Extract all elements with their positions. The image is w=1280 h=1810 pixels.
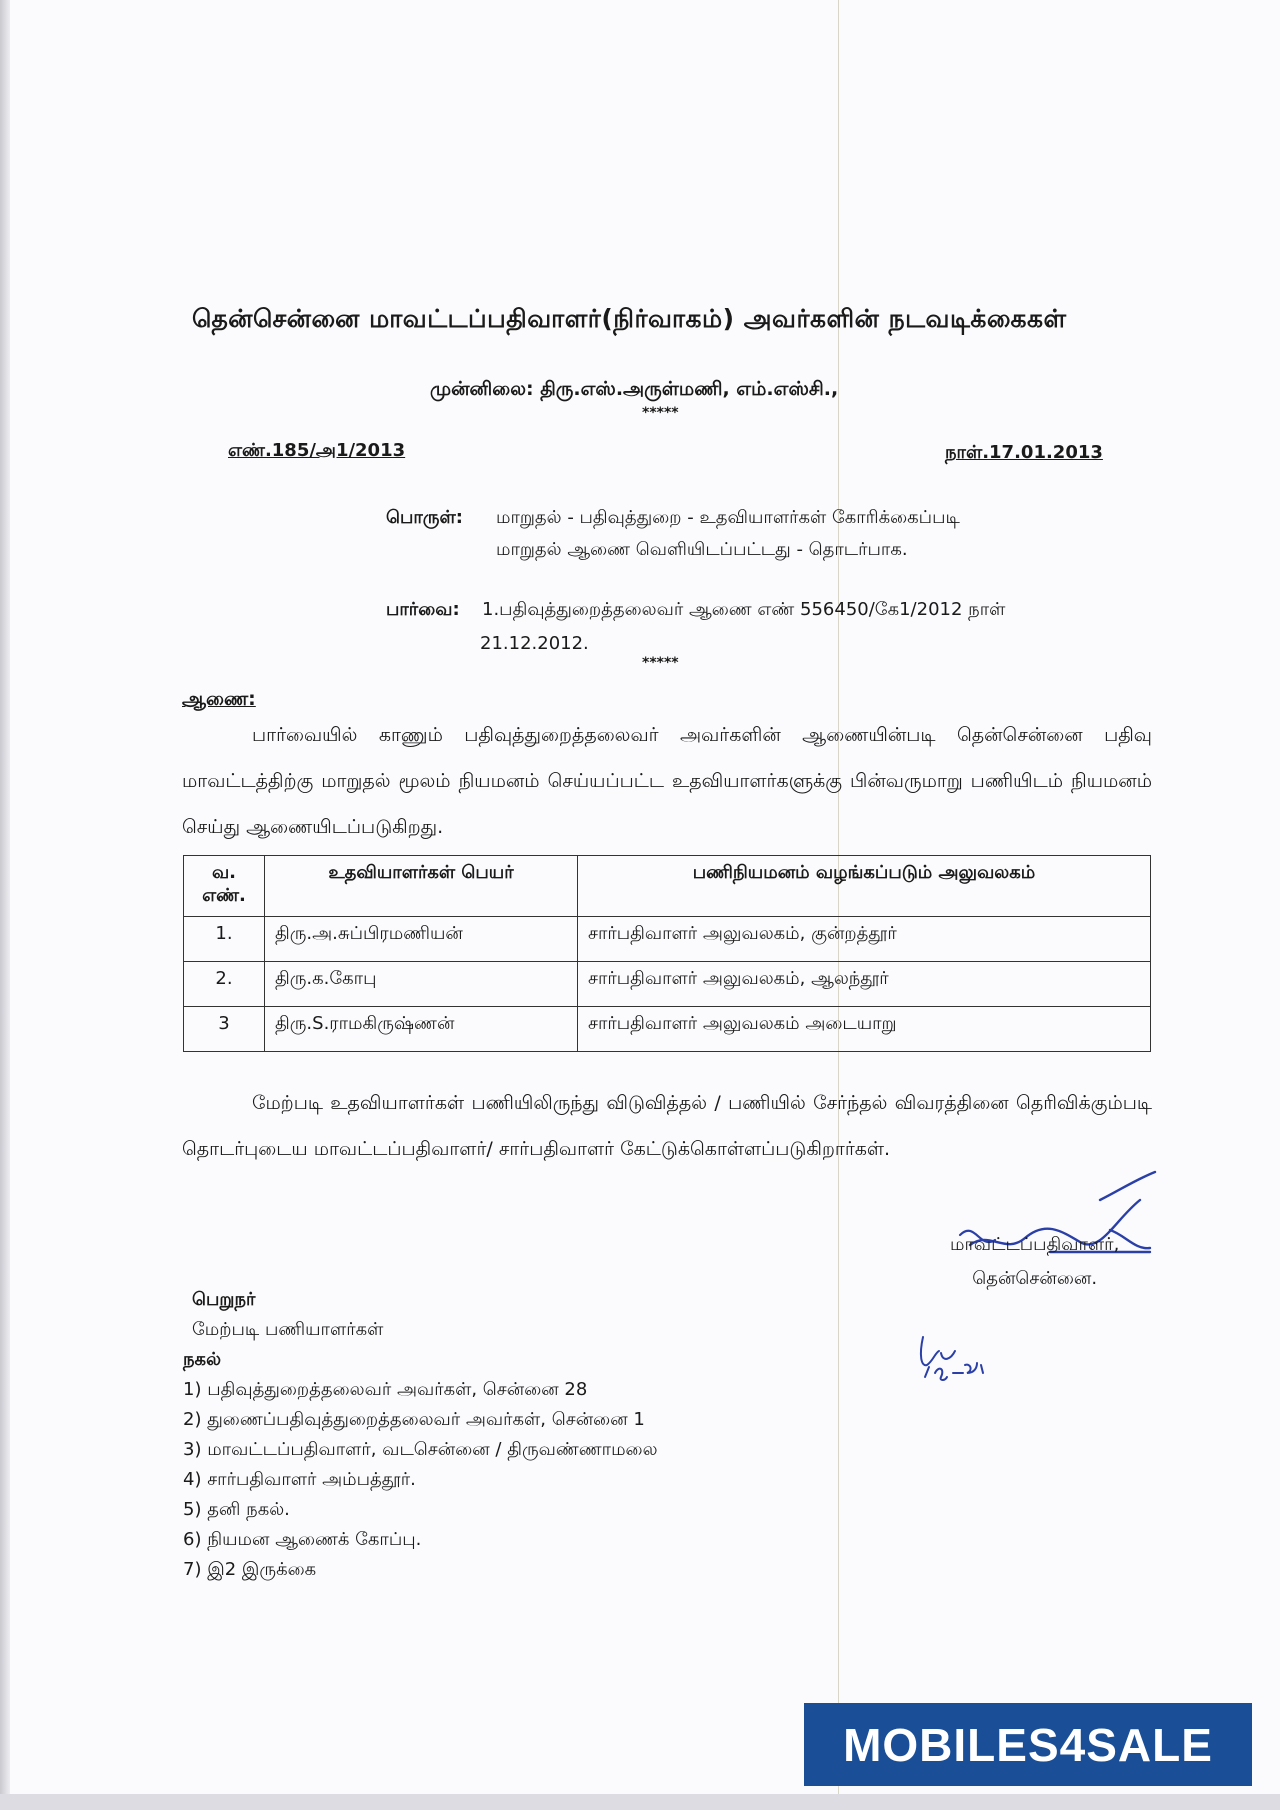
cell-name: திரு.S.ராமகிருஷ்ணன் xyxy=(265,1007,578,1052)
table-row xyxy=(184,917,1151,962)
signatory-designation xyxy=(950,1228,1119,1296)
signatory-line-1: மாவட்டப்பதிவாளர், xyxy=(950,1234,1120,1255)
subject-line-2: மாறுதல் ஆணை வெளியிடப்பட்டது - தொடர்பாக. xyxy=(496,539,908,560)
document-title: தென்சென்னை மாவட்டப்பதிவாளர்(நிர்வாகம்) அவர்களின் நடவடிக்கைகள் xyxy=(192,304,1067,333)
subject-line-1: மாறுதல் - பதிவுத்துறை - உதவியாளர்கள் கோரிக்கைப்படி xyxy=(496,507,960,528)
header-name: உதவியாளர்கள் பெயர் xyxy=(265,856,578,917)
list-item: 1) பதிவுத்துறைத்தலைவர் அவர்கள், சென்னை 28 xyxy=(183,1379,588,1400)
recipient-label: பெறுநர் xyxy=(192,1289,256,1310)
recipient-block xyxy=(192,1285,383,1345)
copies-block xyxy=(183,1345,658,1585)
list-item: 4) சார்பதிவாளர் அம்பத்தூர். xyxy=(183,1469,416,1490)
copy-label: நகல் xyxy=(183,1349,222,1370)
cell-name: திரு.அ.சுப்பிரமணியன் xyxy=(265,917,578,962)
watermark-text: MOBILES4SALE xyxy=(843,1718,1213,1771)
reference-label: பார்வை: xyxy=(386,599,460,620)
order-paragraph-2: மேற்படி உதவியாளர்கள் பணியிலிருந்து விடுவித்தல் / பணியில் சேர்ந்தல் விவரத்தினை தெரிவிக்கும்படி தொடர்புடைய மாவட்டப்பதிவாளர்/ சார்பதிவாளர் கேட்டுக்கொள்ளப்படுகிறார்கள். xyxy=(182,1092,1152,1160)
list-item: 6) நியமன ஆணைக் கோப்பு. xyxy=(183,1529,422,1550)
signatory-line-2: தென்சென்னை. xyxy=(972,1268,1098,1289)
cell-serial: 1. xyxy=(184,917,265,962)
list-item: 7) இ2 இருக்கை xyxy=(183,1559,317,1580)
handwritten-initials xyxy=(905,1315,1005,1395)
list-item: 3) மாவட்டப்பதிவாளர், வடசென்னை / திருவண்ணாமலை xyxy=(183,1439,658,1460)
cell-serial: 3 xyxy=(184,1007,265,1052)
reference-line-2: 21.12.2012. xyxy=(480,633,589,654)
recipient-name: மேற்படி பணியாளர்கள் xyxy=(192,1319,384,1340)
page-edge-shadow xyxy=(0,0,10,1810)
scan-bottom-edge xyxy=(0,1794,1280,1810)
list-item: 5) தனி நகல். xyxy=(183,1499,290,1520)
separator-stars: ***** xyxy=(642,405,679,421)
reference-line-1: 1.பதிவுத்துறைத்தலைவர் ஆணை எண் 556450/கே1/2012 நாள் xyxy=(482,599,1006,620)
header-serial: வ. எண். xyxy=(184,856,265,917)
table-row xyxy=(184,1007,1151,1052)
header-office: பணிநியமனம் வழங்கப்படும் அலுவலகம் xyxy=(578,856,1151,917)
presence-line: முன்னிலை: திரு.எஸ்.அருள்மணி, எம்.எஸ்சி., xyxy=(430,378,839,400)
cell-name: திரு.க.கோபு xyxy=(265,962,578,1007)
copy-list xyxy=(183,1375,658,1585)
list-item: 2) துணைப்பதிவுத்துறைத்தலைவர் அவர்கள், சென்னை 1 xyxy=(183,1409,645,1430)
table-header-row xyxy=(184,856,1151,917)
cell-office: சார்பதிவாளர் அலுவலகம், குன்றத்தூர் xyxy=(578,917,1151,962)
reference-date: நாள்.17.01.2013 xyxy=(945,442,1103,463)
cell-serial: 2. xyxy=(184,962,265,1007)
watermark-banner xyxy=(804,1703,1252,1786)
table-row xyxy=(184,962,1151,1007)
assignment-table xyxy=(183,855,1151,1052)
separator-stars-2: ***** xyxy=(642,655,679,671)
order-heading: ஆணை: xyxy=(182,688,256,710)
reference-number: எண்.185/அ1/2013 xyxy=(228,440,406,461)
subject-label: பொருள்: xyxy=(386,507,463,528)
cell-office: சார்பதிவாளர் அலுவலகம் அடையாறு xyxy=(578,1007,1151,1052)
cell-office: சார்பதிவாளர் அலுவலகம், ஆலந்தூர் xyxy=(578,962,1151,1007)
order-paragraph-1: பார்வையில் காணும் பதிவுத்துறைத்தலைவர் அவர்களின் ஆணையின்படி தென்சென்னை பதிவு மாவட்டத்திற்கு மாறுதல் மூலம் நியமனம் செய்யப்பட்ட உதவியாளர்களுக்கு பின்வருமாறு பணியிடம் நியமனம் செய்து ஆணையிடப்படுகிறது. xyxy=(182,724,1152,838)
